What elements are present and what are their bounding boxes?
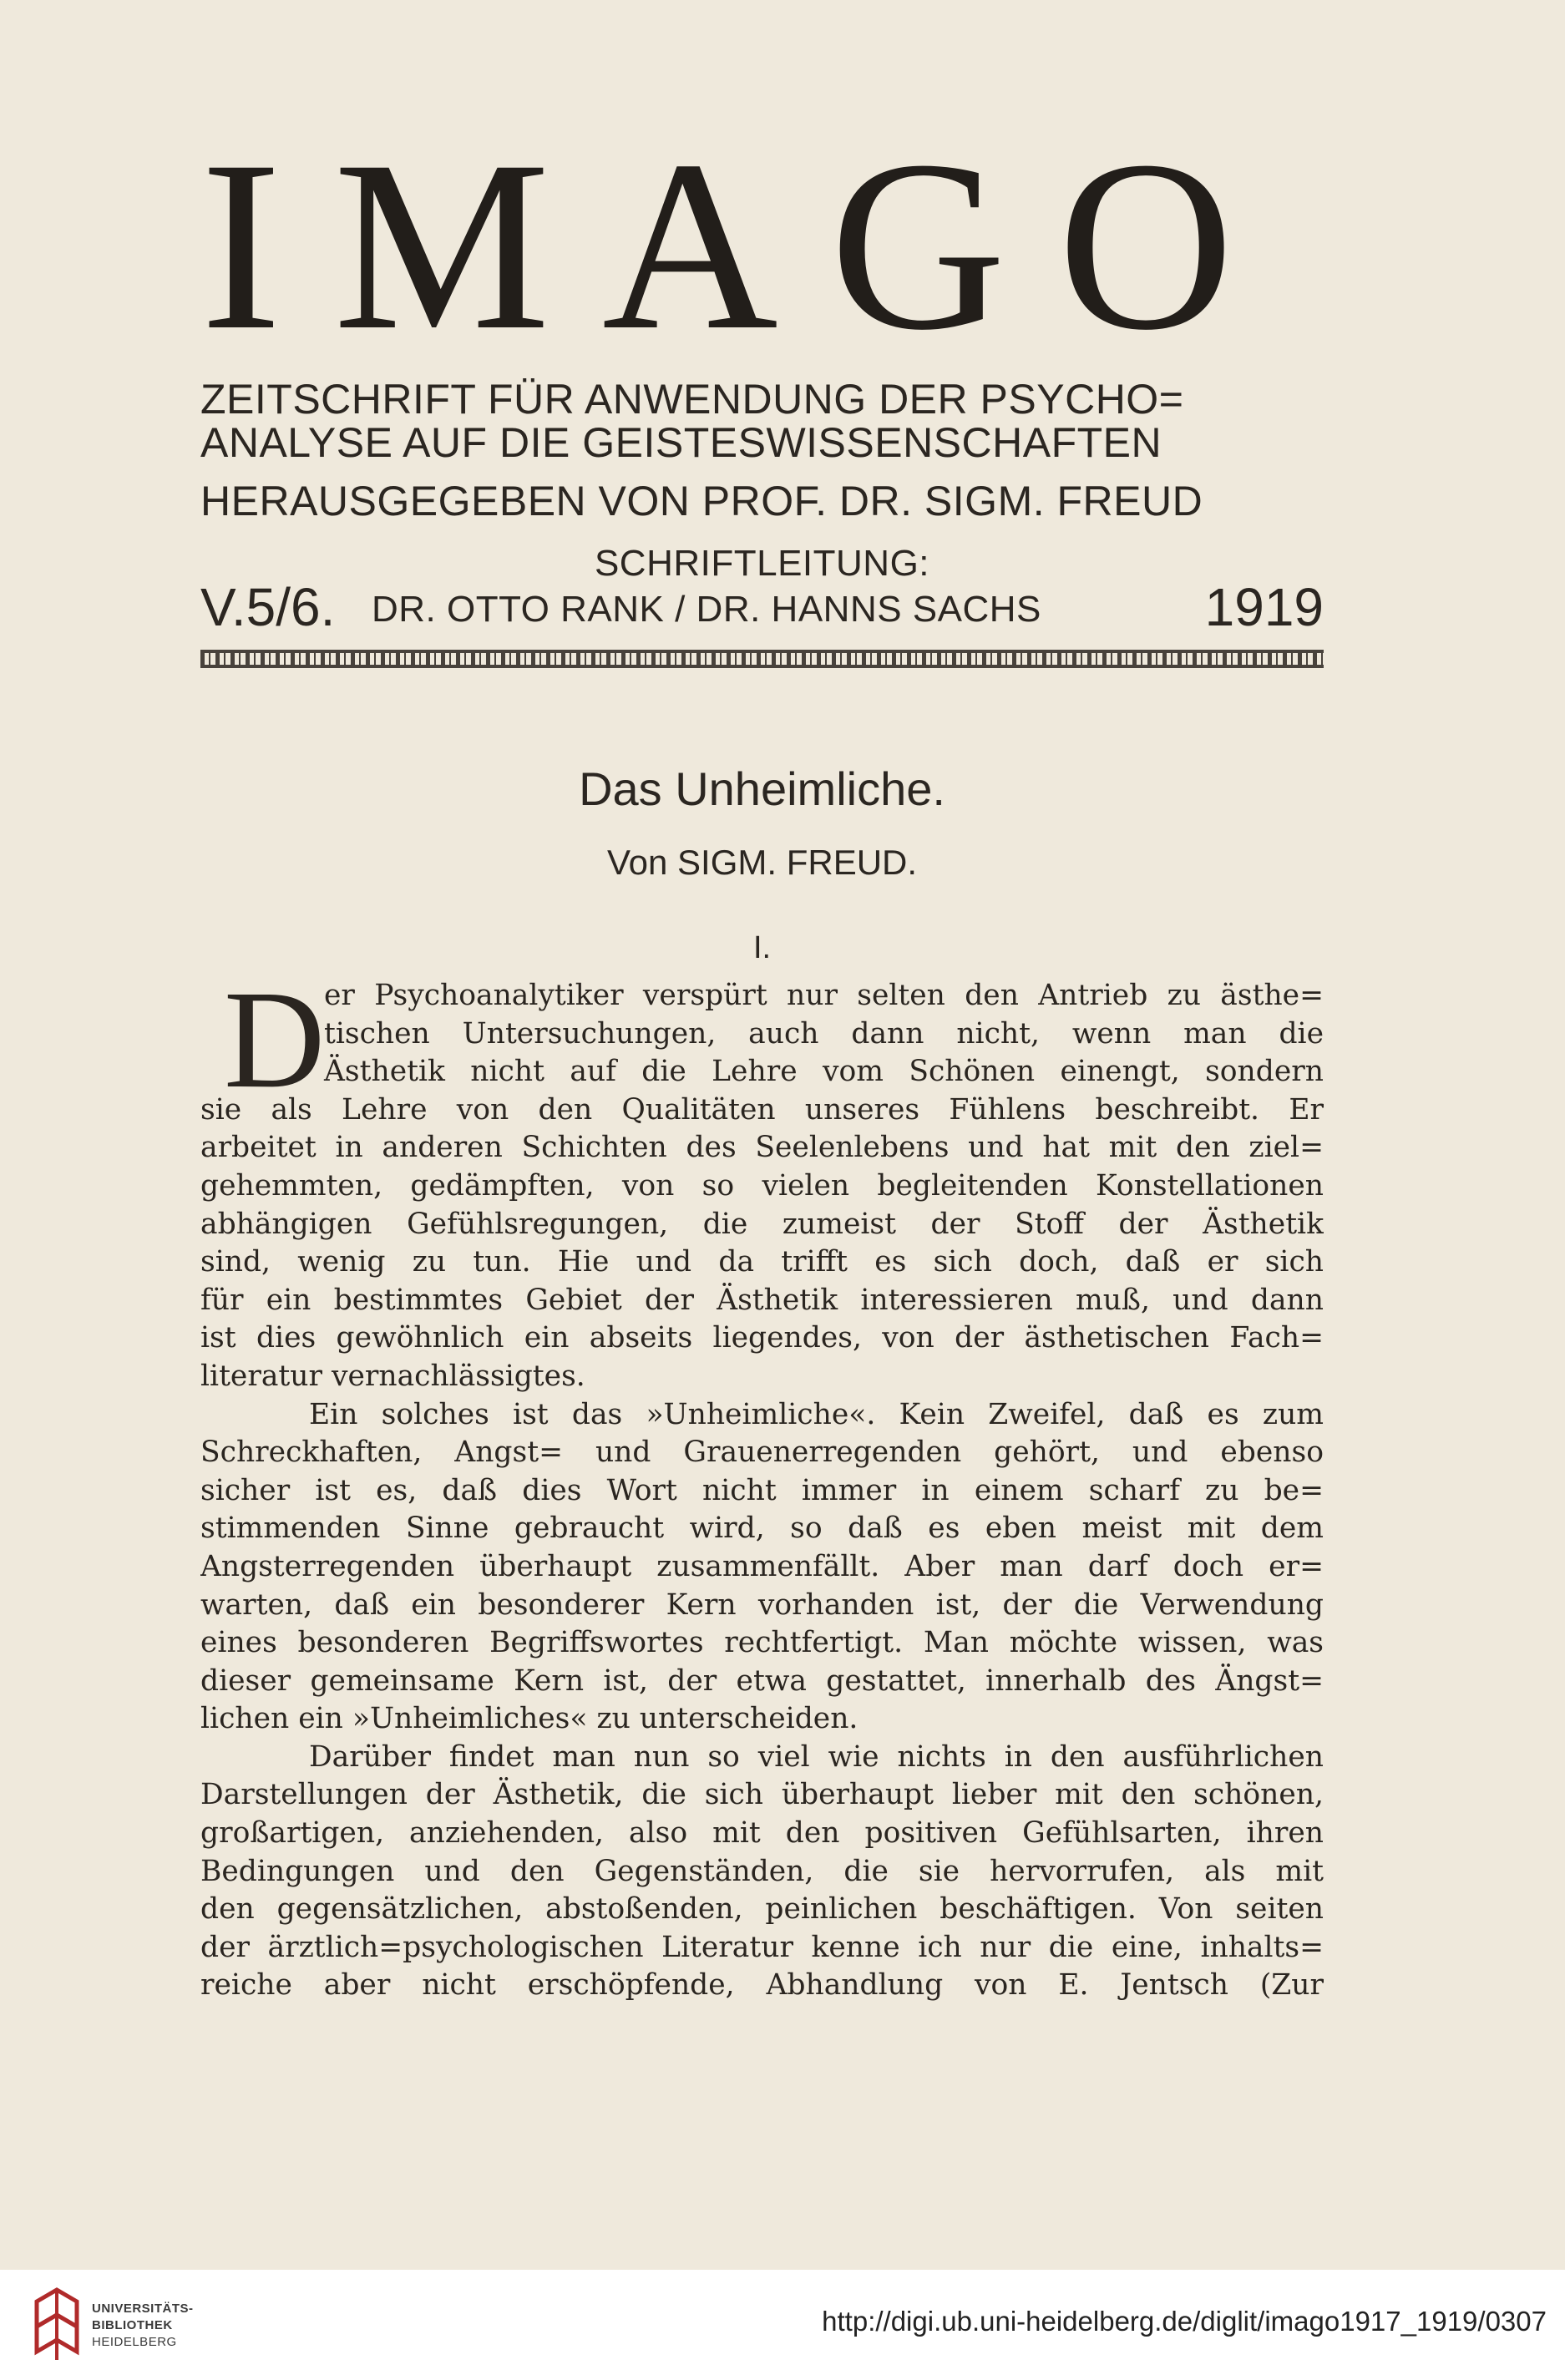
text-line: Schreckhaften, Angst= und Grauenerregenden gehört, und ebenso [200,1436,1324,1470]
text-line: arbeitet in anderen Schichten des Seelenlebens und hat mit den ziel= [200,1131,1324,1165]
text-line: warten, daß ein besonderer Kern vorhanden ist, der die Verwendung [200,1588,1324,1622]
volume-year: 1919 [1204,577,1324,637]
text-line: gehemmten, gedämpften, von so vielen begleitenden Konstellationen [200,1168,1324,1203]
text-line: Darstellungen der Ästhetik, die sich überhaupt lieber mit den schönen, [200,1778,1324,1812]
text-line: sie als Lehre von den Qualitäten unseres Fühlens beschreibt. Er [200,1092,1324,1127]
editors-names: DR. OTTO RANK / DR. HANNS SACHS [372,589,1041,630]
volume-row [200,576,1324,639]
journal-subtitle-line2: ANALYSE AUF DIE GEISTESWISSENSCHAFTEN [200,419,1162,466]
text-line: Bedingungen und den Gegenständen, die sie hervorrufen, als mit [200,1854,1324,1888]
text-line: den gegensätzlichen, abstoßenden, peinlichen beschäftigen. Von seiten [200,1892,1324,1927]
text-line: großartigen, anziehenden, also mit den positiven Gefühlsarten, ihren [200,1816,1324,1851]
text-line: Angsterregenden überhaupt zusammenfällt. Aber man darf doch er= [200,1549,1324,1583]
ornamental-border [200,650,1324,668]
editor-line: HERAUSGEGEBEN VON PROF. DR. SIGM. FREUD [200,478,1203,524]
text-line: dieser gemeinsame Kern ist, der etwa gestattet, innerhalb des Ängst= [200,1663,1324,1698]
library-name-line1: UNIVERSITÄTS- [92,2302,194,2316]
text-line: er Psychoanalytiker verspürt nur selten den Antrieb zu ästhe= [324,979,1324,1012]
article-byline: Von SIGM. FREUD. [606,843,918,882]
library-name-line2: BIBLIOTHEK [92,2318,173,2332]
drop-cap: D [224,962,326,1117]
text-line: eines besonderen Begriffswortes rechtfertigt. Man möchte wissen, was [200,1626,1324,1660]
text-line: Ein solches ist das »Unheimliche«. Kein Zweifel, daß es zum [309,1397,1324,1431]
journal-masthead: IMAGO [200,111,1286,381]
text-line: lichen ein »Unheimliches« zu unterscheiden. [200,1702,858,1736]
text-line: literatur vernachlässigtes. [200,1359,585,1393]
text-line: abhängigen Gefühlsregungen, die zumeist der Stoff der Ästhetik [200,1207,1324,1241]
source-url-link[interactable]: http://digi.ub.uni-heidelberg.de/diglit/imago1917_1919/0307 [822,2306,1547,2337]
editorial-label: SCHRIFTLEITUNG: [594,543,930,584]
volume-number: V.5/6. [200,577,336,637]
article-body [200,962,1324,2005]
text-line: sicher ist es, daß dies Wort nicht immer in einem scharf zu be= [200,1473,1324,1507]
article-title: Das Unheimliche. [579,762,945,815]
library-name-line3: HEIDELBERG [92,2335,177,2349]
library-logo-icon [30,2285,84,2365]
text-line: der ärztlich=psychologischen Literatur kenne ich nur die eine, inhalts= [200,1930,1324,1964]
journal-subtitle-line1: ZEITSCHRIFT FÜR ANWENDUNG DER PSYCHO= [200,376,1184,423]
section-number: I. [752,930,772,965]
text-line: ist dies gewöhnlich ein abseits liegendes, von der ästhetischen Fach= [200,1321,1324,1355]
text-line: Ästhetik nicht auf die Lehre vom Schönen einengt, sondern [324,1055,1324,1089]
library-logo-text [92,2301,194,2351]
text-line: sind, wenig zu tun. Hie und da trifft es sich doch, daß er sich [200,1245,1324,1279]
text-line: Darüber findet man nun so viel wie nichts in den ausführlichen [309,1739,1324,1774]
text-line: stimmenden Sinne gebraucht wird, so daß es eben meist mit dem [200,1512,1324,1546]
text-line: reiche aber nicht erschöpfende, Abhandlung von E. Jentsch (Zur [200,1968,1324,2003]
text-line: für ein bestimmtes Gebiet der Ästhetik interessieren muß, und dann [200,1283,1324,1317]
text-line: tischen Untersuchungen, auch dann nicht, wenn man die [324,1016,1324,1051]
